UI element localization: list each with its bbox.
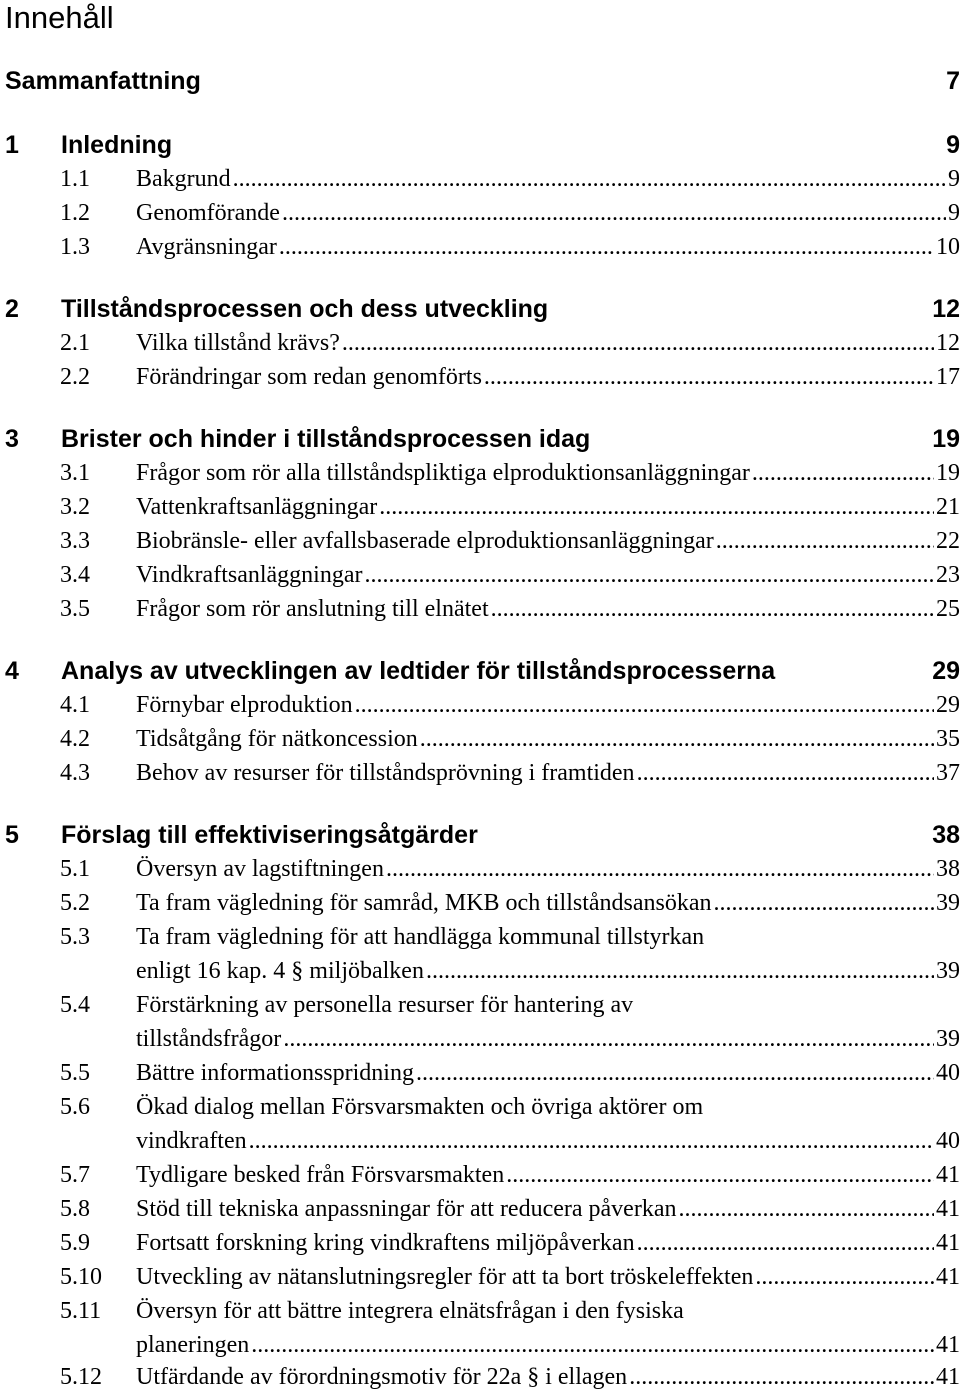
- chapter-title: Brister och hinder i tillståndsprocessen idag: [61, 425, 591, 453]
- section-number: 3.2: [60, 494, 90, 520]
- toc-section-5-11[interactable]: [60, 1294, 960, 1362]
- section-title: Utfärdande av förordningsmotiv för 22a § i ellagen: [136, 1364, 628, 1390]
- section-page: 40: [936, 1128, 960, 1154]
- section-title: Förnybar elproduktion: [136, 692, 353, 718]
- section-page: 41: [936, 1264, 960, 1290]
- section-page: 37: [936, 760, 960, 786]
- section-number: 5.1: [60, 856, 90, 882]
- toc-section-1-2[interactable]: [60, 196, 960, 230]
- dot-leader: [416, 1056, 934, 1090]
- section-page: 41: [936, 1230, 960, 1256]
- section-title: Ta fram vägledning för att handlägga kommunal tillstyrkan: [136, 924, 705, 950]
- section-title: Frågor som rör anslutning till elnätet: [136, 596, 489, 622]
- section-page: 17: [936, 364, 960, 390]
- chapter-page: 7: [946, 67, 960, 95]
- section-page: 12: [936, 330, 960, 356]
- section-page: 41: [936, 1364, 960, 1390]
- section-number: 5.8: [60, 1196, 90, 1222]
- toc-section-5-1[interactable]: [60, 852, 960, 886]
- section-page: 39: [936, 1026, 960, 1052]
- section-page: 22: [936, 528, 960, 554]
- section-number: 4.2: [60, 726, 90, 752]
- chapter-title: Förslag till effektiviseringsåtgärder: [61, 821, 478, 849]
- toc-chapter-5[interactable]: [5, 818, 960, 852]
- section-number: 5.5: [60, 1060, 90, 1086]
- section-number: 5.12: [60, 1364, 102, 1390]
- section-number: 5.9: [60, 1230, 90, 1256]
- section-title: Biobränsle- eller avfallsbaserade elproduktionsanläggningar: [136, 528, 714, 554]
- chapter-number: 4: [5, 657, 19, 685]
- chapter-page: 19: [932, 425, 960, 453]
- section-page: 41: [936, 1332, 960, 1358]
- dot-leader: [484, 360, 934, 394]
- toc-chapter-2[interactable]: [5, 292, 960, 326]
- toc-section-4-1[interactable]: [60, 688, 960, 722]
- section-number: 5.11: [60, 1298, 102, 1324]
- section-title: Genomförande: [136, 200, 280, 226]
- toc-section-2-1[interactable]: [60, 326, 960, 360]
- chapter-number: 2: [5, 295, 19, 323]
- dot-leader: [491, 592, 934, 626]
- section-title: Vattenkraftsanläggningar: [136, 494, 378, 520]
- toc-section-5-6[interactable]: [60, 1090, 960, 1158]
- dot-leader: [637, 756, 934, 790]
- chapter-title: Analys av utvecklingen av ledtider för tillståndsprocesserna: [61, 657, 776, 685]
- chapter-number: 1: [5, 131, 19, 159]
- section-title: Behov av resurser för tillståndsprövning i framtiden: [136, 760, 635, 786]
- section-page: 39: [936, 958, 960, 984]
- section-title: Vilka tillstånd krävs?: [136, 330, 340, 356]
- dot-leader: [386, 852, 934, 886]
- chapter-title: Inledning: [61, 131, 173, 159]
- chapter-number: 3: [5, 425, 19, 453]
- toc-section-3-4[interactable]: [60, 558, 960, 592]
- toc-heading: Innehåll: [5, 0, 114, 35]
- chapter-number: 5: [5, 821, 19, 849]
- section-number: 3.3: [60, 528, 90, 554]
- dot-leader: [365, 558, 935, 592]
- section-title-continued: tillståndsfrågor: [136, 1026, 282, 1052]
- toc-chapter-4[interactable]: [5, 654, 960, 688]
- section-title: Förstärkning av personella resurser för hantering av: [136, 992, 634, 1018]
- toc-section-3-3[interactable]: [60, 524, 960, 558]
- section-title: Förändringar som redan genomförts: [136, 364, 482, 390]
- chapter-page: 29: [932, 657, 960, 685]
- section-number: 5.7: [60, 1162, 90, 1188]
- section-title: Ökad dialog mellan Försvarsmakten och övriga aktörer om: [136, 1094, 704, 1120]
- section-title-continued: vindkraften: [136, 1128, 247, 1154]
- section-title: Översyn för att bättre integrera elnätsfrågan i den fysiska: [136, 1298, 684, 1324]
- section-page: 23: [936, 562, 960, 588]
- chapter-title: Sammanfattning: [5, 67, 201, 95]
- dot-leader: [283, 1022, 934, 1056]
- toc-section-3-1[interactable]: [60, 456, 960, 490]
- section-page: 19: [936, 460, 960, 486]
- section-number: 2.1: [60, 330, 90, 356]
- chapter-page: 38: [932, 821, 960, 849]
- dot-leader: [279, 230, 934, 264]
- section-number: 1.3: [60, 234, 90, 260]
- toc-section-5-10[interactable]: [60, 1260, 960, 1294]
- toc-chapter-1[interactable]: [5, 128, 960, 162]
- section-title: Avgränsningar: [136, 234, 277, 260]
- section-number: 5.6: [60, 1094, 90, 1120]
- dot-leader: [637, 1226, 934, 1260]
- dot-leader: [752, 456, 934, 490]
- dot-leader: [426, 954, 934, 988]
- section-page: 10: [936, 234, 960, 260]
- toc-section-1-3[interactable]: [60, 230, 960, 264]
- section-title: Vindkraftsanläggningar: [136, 562, 363, 588]
- section-number: 2.2: [60, 364, 90, 390]
- section-title: Ta fram vägledning för samråd, MKB och tillståndsansökan: [136, 890, 712, 916]
- toc-section-5-7[interactable]: [60, 1158, 960, 1192]
- dot-leader: [251, 1328, 934, 1362]
- chapter-page: 9: [946, 131, 960, 159]
- dot-leader: [342, 326, 934, 360]
- dot-leader: [714, 886, 934, 920]
- section-title-continued: planeringen: [136, 1332, 250, 1358]
- dot-leader: [420, 722, 934, 756]
- section-number: 5.4: [60, 992, 90, 1018]
- section-page: 9: [948, 200, 960, 226]
- toc-summary-entry[interactable]: [5, 64, 960, 98]
- section-number: 4.3: [60, 760, 90, 786]
- section-page: 29: [936, 692, 960, 718]
- section-number: 3.1: [60, 460, 90, 486]
- toc-section-5-8[interactable]: [60, 1192, 960, 1226]
- section-number: 5.2: [60, 890, 90, 916]
- section-title: Tidsåtgång för nätkoncession: [136, 726, 418, 752]
- dot-leader: [629, 1360, 934, 1394]
- toc-section-5-3[interactable]: [60, 920, 960, 988]
- toc-section-5-4[interactable]: [60, 988, 960, 1056]
- section-number: 4.1: [60, 692, 90, 718]
- section-page: 9: [948, 166, 960, 192]
- dot-leader: [678, 1192, 934, 1226]
- section-title: Stöd till tekniska anpassningar för att reducera påverkan: [136, 1196, 677, 1222]
- section-page: 25: [936, 596, 960, 622]
- toc-section-2-2[interactable]: [60, 360, 960, 394]
- dot-leader: [716, 524, 934, 558]
- dot-leader: [755, 1260, 934, 1294]
- chapter-page: 12: [932, 295, 960, 323]
- section-page: 38: [936, 856, 960, 882]
- dot-leader: [379, 490, 934, 524]
- section-title: Fortsatt forskning kring vindkraftens miljöpåverkan: [136, 1230, 635, 1256]
- section-page: 21: [936, 494, 960, 520]
- section-number: 5.3: [60, 924, 90, 950]
- dot-leader: [355, 688, 934, 722]
- chapter-title: Tillståndsprocessen och dess utveckling: [61, 295, 549, 323]
- section-number: 1.1: [60, 166, 90, 192]
- section-title: Tydligare besked från Försvarsmakten: [136, 1162, 505, 1188]
- section-title-continued: enligt 16 kap. 4 § miljöbalken: [136, 958, 424, 984]
- toc-section-5-5[interactable]: [60, 1056, 960, 1090]
- toc-section-4-2[interactable]: [60, 722, 960, 756]
- section-title: Frågor som rör alla tillståndspliktiga elproduktionsanläggningar: [136, 460, 750, 486]
- section-title: Översyn av lagstiftningen: [136, 856, 384, 882]
- section-title: Utveckling av nätanslutningsregler för att ta bort tröskeleffekten: [136, 1264, 754, 1290]
- section-page: 39: [936, 890, 960, 916]
- section-number: 1.2: [60, 200, 90, 226]
- section-page: 40: [936, 1060, 960, 1086]
- toc-section-4-3[interactable]: [60, 756, 960, 790]
- section-title: Bättre informationsspridning: [136, 1060, 414, 1086]
- section-number: 5.10: [60, 1264, 102, 1290]
- toc-section-3-5[interactable]: [60, 592, 960, 626]
- toc-section-5-2[interactable]: [60, 886, 960, 920]
- dot-leader: [506, 1158, 934, 1192]
- toc-chapter-3[interactable]: [5, 422, 960, 456]
- toc-section-3-2[interactable]: [60, 490, 960, 524]
- toc-section-1-1[interactable]: [60, 162, 960, 196]
- section-number: 3.4: [60, 562, 90, 588]
- dot-leader: [282, 196, 946, 230]
- section-number: 3.5: [60, 596, 90, 622]
- section-title: Bakgrund: [136, 166, 231, 192]
- dot-leader: [249, 1124, 934, 1158]
- toc-section-5-9[interactable]: [60, 1226, 960, 1260]
- dot-leader: [233, 162, 946, 196]
- toc-section-5-12[interactable]: [60, 1360, 960, 1394]
- section-page: 41: [936, 1162, 960, 1188]
- section-page: 41: [936, 1196, 960, 1222]
- section-page: 35: [936, 726, 960, 752]
